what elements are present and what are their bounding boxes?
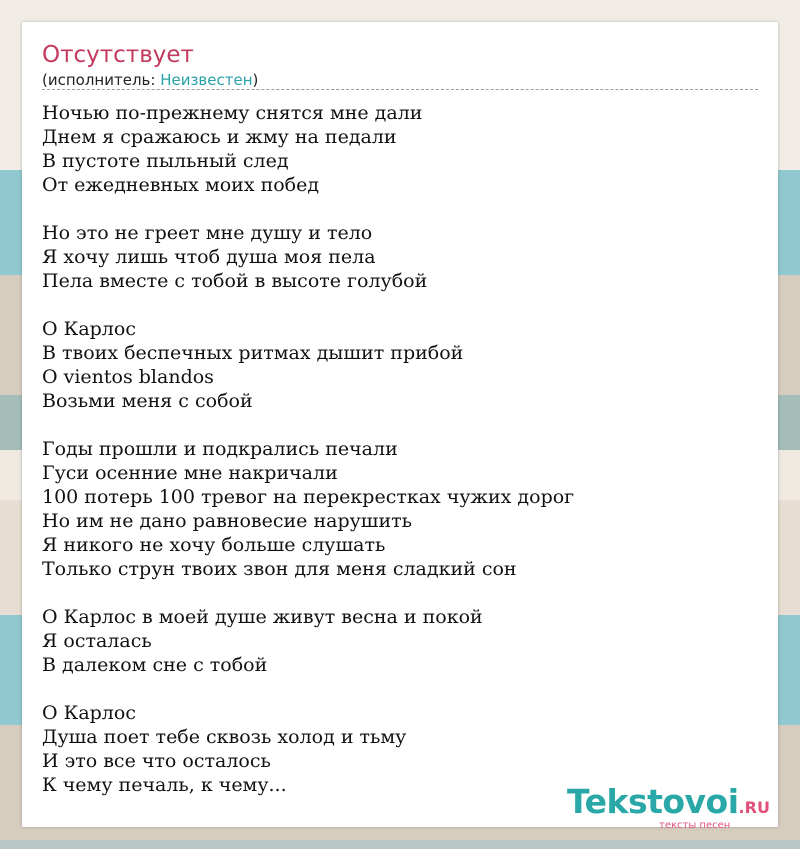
lyrics-blank-line — [42, 581, 758, 605]
performer-suffix: ) — [252, 71, 259, 89]
lyrics-line: Я хочу лишь чтоб душа моя пела — [42, 246, 376, 268]
lyrics-line: 100 потерь 100 тревог на перекрестках чужих дорог — [42, 486, 575, 508]
lyrics-line: Душа поет тебе сквозь холод и тьму — [42, 726, 407, 748]
lyrics-blank-line — [42, 677, 758, 701]
performer-line — [42, 71, 258, 89]
lyrics-line: Я осталась — [42, 630, 152, 652]
lyrics-line: Гуси осенние мне накричали — [42, 462, 338, 484]
logo-name: Tekstovoi — [567, 782, 739, 821]
logo-wordmark — [567, 782, 777, 821]
lyrics-line: В твоих беспечных ритмах дышит прибой — [42, 342, 464, 364]
lyrics-line: Только струн твоих звон для меня сладкий сон — [42, 558, 517, 580]
lyrics-blank-line — [42, 197, 758, 221]
lyrics-line: Пела вместе с тобой в высоте голубой — [42, 270, 428, 292]
lyrics-line: Я никого не хочу больше слушать — [42, 534, 386, 556]
lyrics-line: Ночью по-прежнему снятся мне дали — [42, 102, 423, 124]
lyrics-line: O vientos blandos — [42, 366, 214, 388]
lyrics-line: О Карлос — [42, 702, 136, 724]
lyrics-line: Возьми меня с собой — [42, 390, 253, 412]
lyrics-line: Но это не греет мне душу и тело — [42, 222, 373, 244]
song-title: Отсутствует — [42, 42, 194, 68]
logo-tld: .RU — [738, 798, 770, 817]
lyrics-blank-line — [42, 413, 758, 437]
lyrics-line: К чему печаль, к чему... — [42, 774, 287, 796]
lyrics-line: О Карлос в моей душе живут весна и покой — [42, 606, 483, 628]
logo-tagline: тексты песен — [659, 820, 731, 831]
lyrics-line: И это все что осталось — [42, 750, 271, 772]
lyrics-line: Годы прошли и подкрались печали — [42, 438, 398, 460]
lyrics-line: Но им не дано равновесие нарушить — [42, 510, 412, 532]
title-divider — [42, 89, 758, 90]
performer-prefix: (исполнитель: — [42, 71, 161, 89]
performer-link[interactable]: Неизвестен — [160, 71, 253, 89]
lyrics-line: В пустоте пыльный след — [42, 150, 289, 172]
lyrics-line: От ежедневных моих побед — [42, 174, 320, 196]
lyrics-card — [22, 22, 778, 831]
lyrics-blank-line — [42, 293, 758, 317]
lyrics-line: О Карлос — [42, 318, 136, 340]
lyrics-line: Днем я сражаюсь и жму на педали — [42, 126, 397, 148]
lyrics-line: В далеком сне с тобой — [42, 654, 268, 676]
tekstovoi-logo[interactable] — [567, 782, 777, 832]
lyrics-text — [42, 101, 758, 797]
